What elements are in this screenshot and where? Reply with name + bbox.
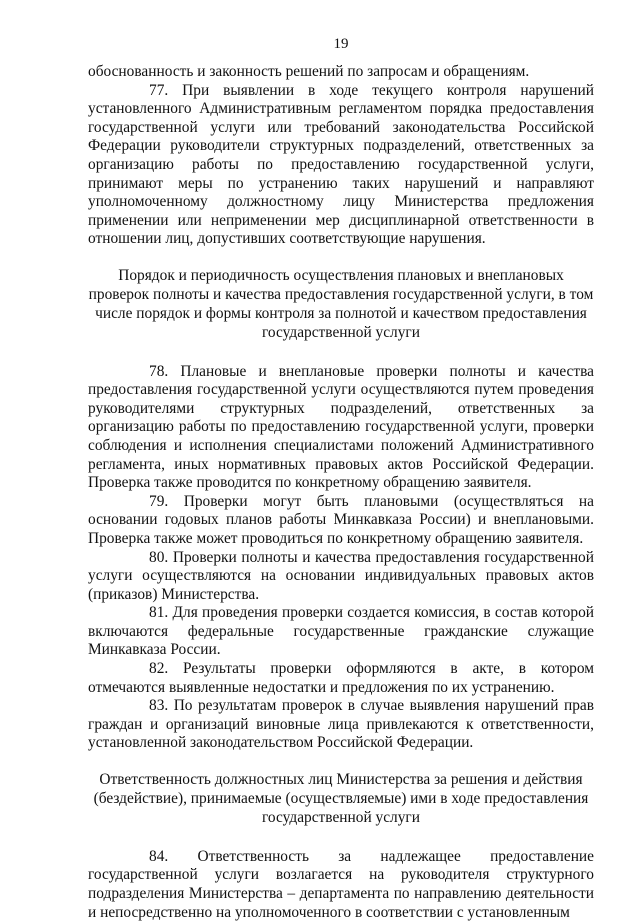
paragraph-82: 82. Результаты проверки оформляются в акте, в котором отмечаются выявленные недостатки и предложения по их устранению. <box>88 660 594 696</box>
paragraph-81: 81. Для проведения проверки создается комиссия, в состав которой включаются федеральные государственные гражданские служащие Минкавказа России. <box>88 604 594 659</box>
section-heading-responsibility: Ответственность должностных лиц Министерства за решения и действия (бездействие), принимаемые (осуществляемые) ими в ходе предоставления государственной услуги <box>93 771 589 826</box>
paragraph-80: 80. Проверки полноты и качества предоставления государственной услуги осуществляются на основании индивидуальных правовых актов (приказов) Министерства. <box>88 548 594 603</box>
paragraph-77: 77. При выявлении в ходе текущего контроля нарушений установленного Административным регламентом порядка предоставления государственной услуги или требований законодательства Российской Федерации руководители структурных подразделений, ответственных за организацию работы по предоставлению государственной услуги, принимают меры по устранению таких нарушений и направляют уполномоченному должностному лицу Министерства предложения применении или неприменении мер дисциплинарной ответственности в отношении лиц, допустивших соответствующие нарушения. <box>88 81 594 248</box>
paragraph-79: 79. Проверки могут быть плановыми (осуществляться на основании годовых планов работы Минкавказа России) и внеплановыми. Проверка также может проводиться по конкретному обращению заявителя. <box>88 492 594 547</box>
section-heading-inspections: Порядок и периодичность осуществления плановых и внеплановых проверок полноты и качества предоставления государственной услуги, в том числе порядок и формы контроля за полнотой и качеством предоставления государственной услуги <box>88 266 594 341</box>
paragraph-83: 83. По результатам проверок в случае выявления нарушений прав граждан и организаций виновные лица привлекаются к ответственности, установленной законодательством Российской Федерации. <box>88 697 594 752</box>
paragraph-84: 84. Ответственность за надлежащее предоставление государственной услуги возлагается на руководителя структурного подразделения Министерства – департамента по направлению деятельности и непосредственно на уполномоченного в соответствии с установленным <box>88 847 594 921</box>
page-number: 19 <box>333 36 349 52</box>
paragraph-continuation: обоснованность и законность решений по запросам и обращениям. <box>88 63 530 80</box>
paragraph-78: 78. Плановые и внеплановые проверки полноты и качества предоставления государственной услуги осуществляются путем проведения руководителями структурных подразделений, ответственных за организацию работы по предоставлению государственной услуги, проверки соблюдения и исполнения специалистами положений Административного регламента, иных нормативных правовых актов Российской Федерации. Проверка также проводится по конкретному обращению заявителя. <box>88 362 594 492</box>
